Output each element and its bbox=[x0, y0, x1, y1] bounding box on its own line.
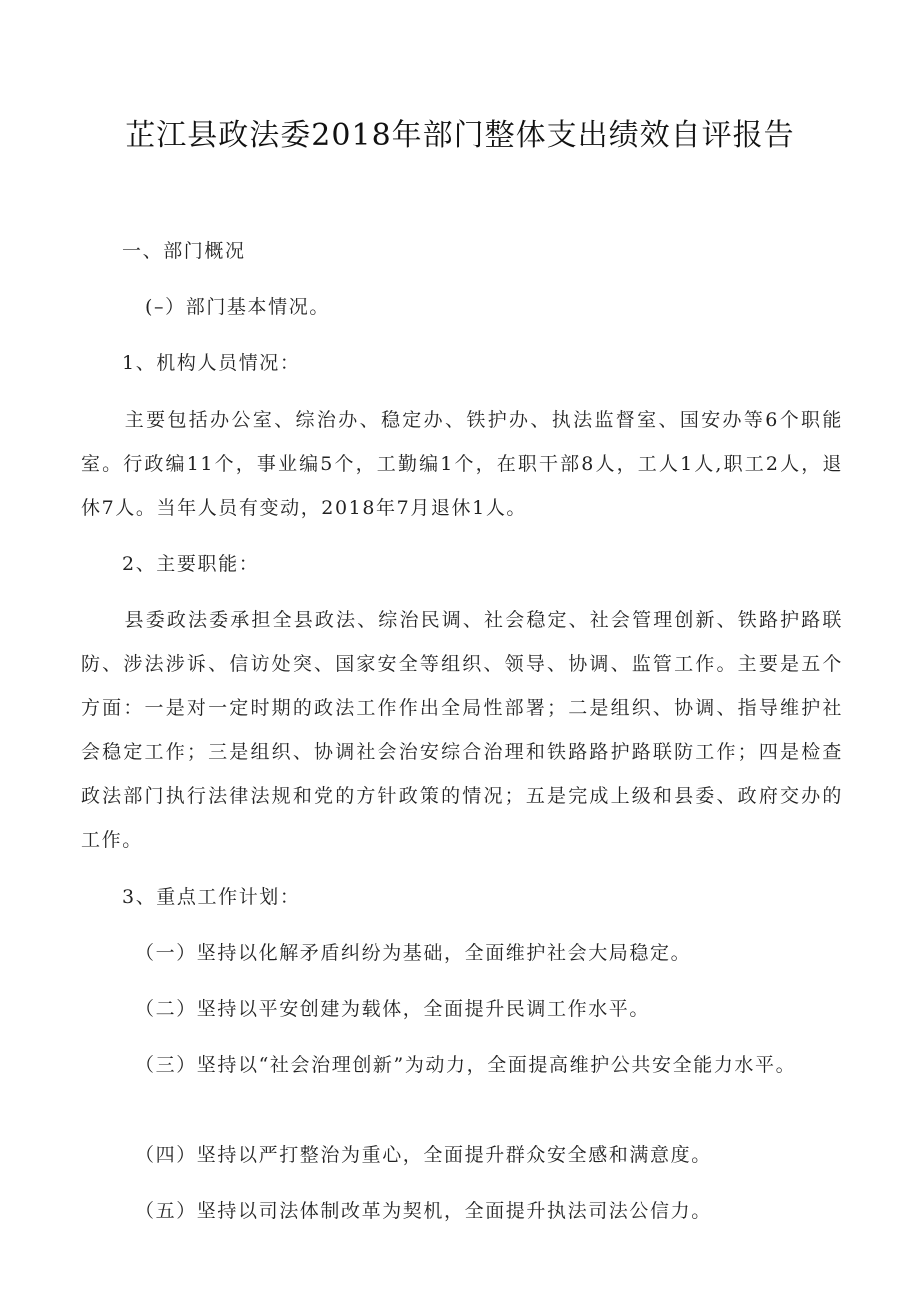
plan-item: （四）坚持以严打整治为重心，全面提升群众安全感和满意度。 bbox=[135, 1144, 712, 1166]
plan-item: （五）坚持以司法体制改革为契机，全面提升执法司法公信力。 bbox=[135, 1200, 712, 1222]
item-heading: 2、主要职能： bbox=[122, 553, 260, 575]
document-title: 芷江县政法委2018年部门整体支出绩效自评报告 bbox=[125, 118, 795, 153]
paragraph-staffing bbox=[81, 398, 843, 530]
paragraph-text: 县委政法委承担全县政法、综治民调、社会稳定、社会管理创新、铁路护路联防、涉法涉诉、信访处突、国家安全等组织、领导、协调、监管工作。主要是五个方面：一是对一定时期的政法工作作出全局性部署；二是组织、协调、指导维护社会稳定工作；三是组织、协调社会治安综合治理和铁路路护路联防工作；四是检查政法部门执行法律法规和党的方针政策的情况；五是完成上级和县委、政府交办的工作。 bbox=[81, 609, 843, 851]
plan-item: （三）坚持以“社会治理创新”为动力，全面提高维护公共安全能力水平。 bbox=[135, 1054, 797, 1076]
paragraph-text: 主要包括办公室、综治办、稳定办、铁护办、执法监督室、国安办等6个职能室。行政编11个，事业编5个，工勤编1个，在职干部8人，工人1人,职工2人，退休7人。当年人员有变动，2018年7月退休1人。 bbox=[81, 409, 843, 519]
subsection-heading: (–）部门基本情况。 bbox=[145, 296, 330, 318]
item-heading: 3、重点工作计划： bbox=[122, 886, 301, 908]
section-heading: 一、部门概况 bbox=[122, 240, 246, 262]
plan-item: （二）坚持以平安创建为载体，全面提升民调工作水平。 bbox=[135, 998, 651, 1020]
plan-item: （一）坚持以化解矛盾纠纷为基础，全面维护社会大局稳定。 bbox=[135, 942, 692, 964]
paragraph-functions bbox=[81, 598, 843, 862]
item-heading: 1、机构人员情况： bbox=[122, 352, 301, 374]
